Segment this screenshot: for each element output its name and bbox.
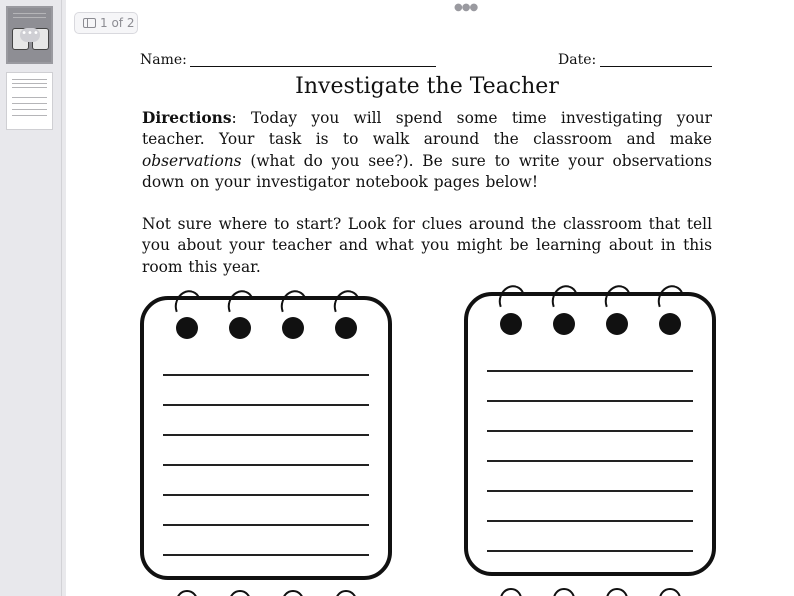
drag-handle-icon[interactable]: ●●● xyxy=(454,2,478,13)
thumbnail-more-button[interactable]: ••• xyxy=(20,28,40,42)
directions-paragraph xyxy=(142,108,712,193)
notebook-left xyxy=(140,296,392,580)
binder-hole-icon xyxy=(553,313,575,335)
binder-hole-icon xyxy=(659,313,681,335)
thumb-text-line xyxy=(12,87,47,88)
binder-hole-icon xyxy=(282,317,304,339)
thumb-text-line xyxy=(12,109,47,110)
notebook-line xyxy=(487,520,693,522)
thumbnail-sidebar xyxy=(0,0,62,596)
page-indicator[interactable] xyxy=(74,12,138,34)
name-blank-line xyxy=(190,66,436,67)
directions-label: Directions xyxy=(142,109,232,127)
page-indicator-label: 1 of 2 xyxy=(100,16,135,30)
binder-hole-icon xyxy=(229,317,251,339)
notebook-line xyxy=(163,434,369,436)
notebook-line xyxy=(487,430,693,432)
notebook-line xyxy=(163,404,369,406)
notebook-right xyxy=(464,292,716,576)
sidebar-toggle-icon xyxy=(83,18,96,28)
notebook-line xyxy=(487,490,693,492)
thumb-text-line xyxy=(12,97,47,98)
notebook-line xyxy=(487,550,693,552)
thumb-text-line xyxy=(12,115,47,116)
worksheet-title: Investigate the Teacher xyxy=(295,74,559,99)
binder-hole-icon xyxy=(606,313,628,335)
thumb-text-line xyxy=(13,17,46,18)
notebook-line xyxy=(163,524,369,526)
thumb-text-line xyxy=(12,103,47,104)
notebook-line xyxy=(487,370,693,372)
binder-hole-icon xyxy=(500,313,522,335)
date-label: Date: xyxy=(558,52,597,68)
date-blank-line xyxy=(600,66,712,67)
binder-hole-icon xyxy=(176,317,198,339)
notebook-line xyxy=(163,554,369,556)
notebook-line xyxy=(487,400,693,402)
thumb-text-line xyxy=(12,83,47,84)
notebook-line xyxy=(163,494,369,496)
binder-hole-icon xyxy=(335,317,357,339)
notebook-line xyxy=(163,374,369,376)
directions-text-1: : Today you will spend some time investigating your teacher. Your task is to walk around the classroom and make xyxy=(142,109,712,149)
notebook-line xyxy=(487,460,693,462)
directions-text-2: (what do you see?). Be sure to write your observations down on your investigator notebook pages below! xyxy=(142,151,712,191)
page-thumbnail-1[interactable] xyxy=(6,6,53,64)
notebook-line xyxy=(163,464,369,466)
directions-emphasis: observations xyxy=(142,151,242,170)
thumb-text-line xyxy=(12,79,47,80)
thumb-text-line xyxy=(13,13,46,14)
page-thumbnail-2[interactable] xyxy=(6,72,53,130)
hint-paragraph: Not sure where to start? Look for clues around the classroom that tell you about your teacher and what you might be learning about in this room this year. xyxy=(142,215,712,276)
name-label: Name: xyxy=(140,52,187,68)
